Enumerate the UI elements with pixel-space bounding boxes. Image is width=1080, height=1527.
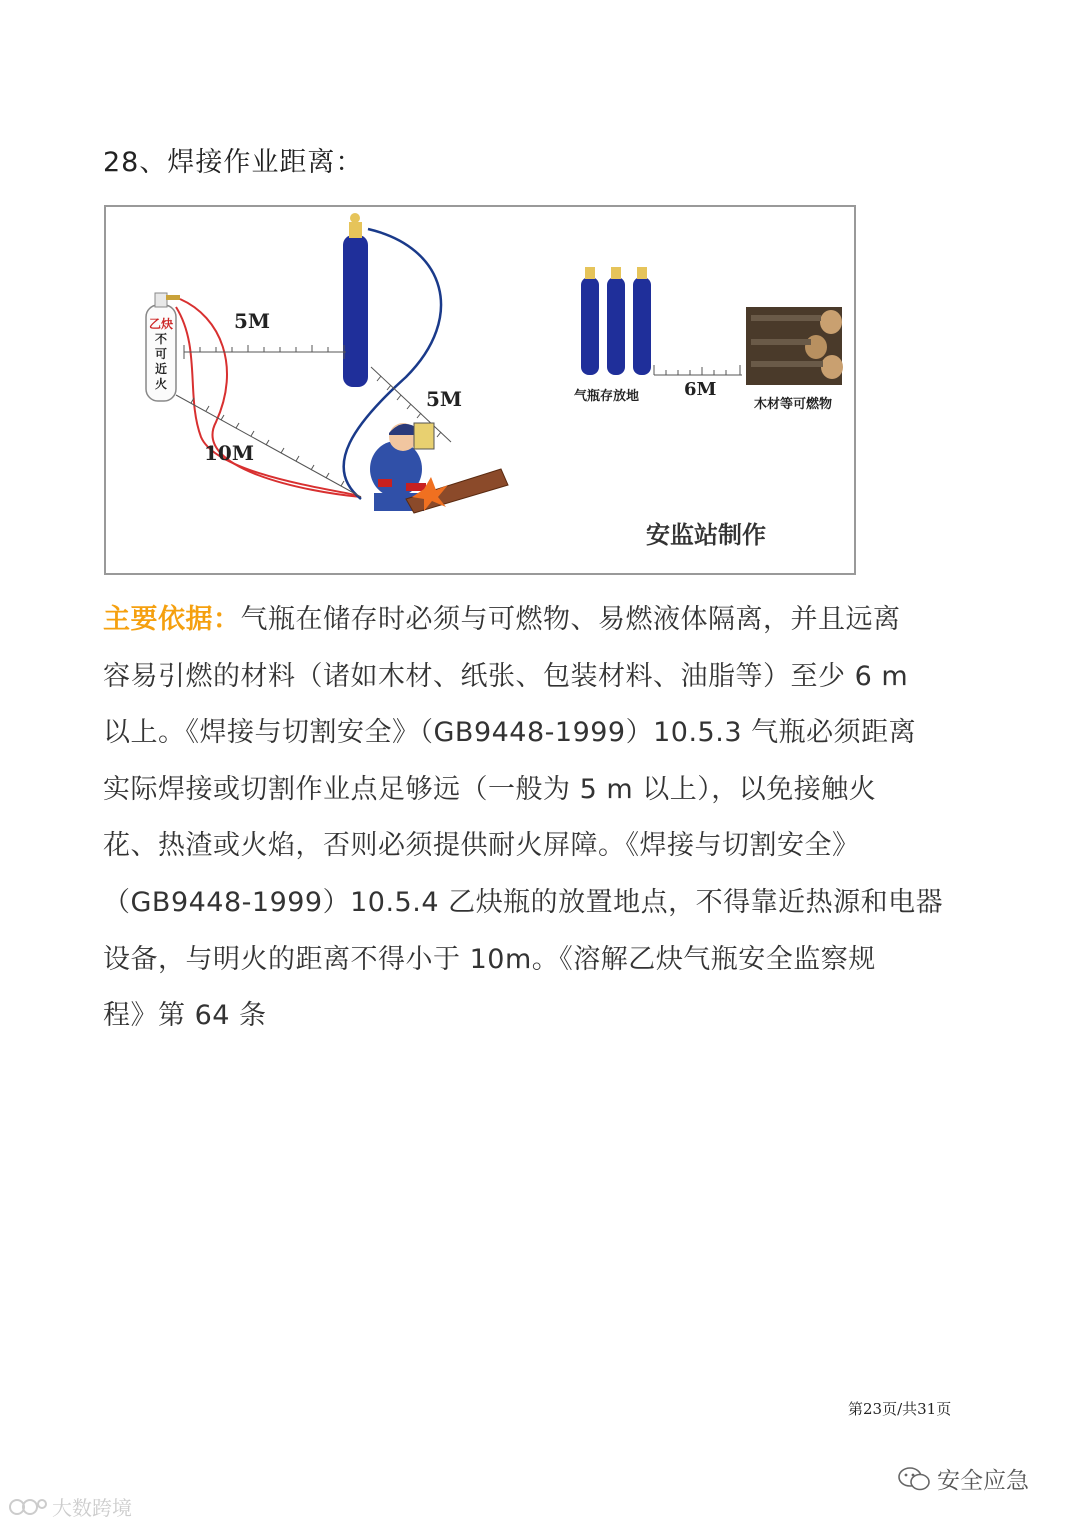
welding-distance-illustration xyxy=(104,205,856,575)
acetylene-label-line: 火 xyxy=(154,377,167,391)
log-pile-icon xyxy=(746,307,843,385)
watermark-logo-icon xyxy=(8,1496,48,1518)
basis-line: 花、热渣或火焰，否则必须提供耐火屏障。《焊接与切割安全》 xyxy=(103,830,860,862)
distance-left-label: 10M xyxy=(204,441,254,465)
watermark-right xyxy=(897,1462,1029,1495)
acetylene-label xyxy=(147,317,175,392)
acetylene-label-line: 乙炔 xyxy=(148,317,173,331)
oxygen-cylinder-icon xyxy=(343,213,368,387)
acetylene-label-line: 可 xyxy=(154,347,167,361)
section-heading: 28、焊接作业距离： xyxy=(103,147,364,178)
acetylene-label-line: 不 xyxy=(154,332,167,346)
basis-line xyxy=(103,592,953,649)
basis-line: 以上。《焊接与切割安全》（GB9448-1999）10.5.3 气瓶必须距离 xyxy=(103,717,917,749)
wechat-icon xyxy=(897,1465,931,1493)
credit-label: 安监站制作 xyxy=(646,520,766,549)
distance-top-label: 5M xyxy=(234,309,271,333)
workpiece-icon xyxy=(406,469,508,513)
basis-line: 实际焊接或切割作业点足够远（一般为 5 m 以上），以免接触火 xyxy=(103,773,877,805)
ruler-storage xyxy=(654,365,742,375)
cylinder-group-icon xyxy=(581,267,651,375)
basis-line: 容易引燃的材料（诸如木材、纸张、包装材料、油脂等）至少 6 m xyxy=(103,660,909,692)
basis-line: （GB9448-1999）10.5.4 乙炔瓶的放置地点，不得靠近热源和电器 xyxy=(103,886,944,918)
basis-label: 主要依据： xyxy=(103,604,241,635)
watermark-left xyxy=(8,1492,132,1521)
basis-line: 程》第 64 条 xyxy=(103,1000,267,1032)
combustibles-label: 木材等可燃物 xyxy=(754,397,833,412)
basis-line: 设备，与明火的距离不得小于 10m。《溶解乙炔气瓶安全监察规 xyxy=(103,943,876,975)
basis-line-text: 气瓶在储存时必须与可燃物、易燃液体隔离，并且远离 xyxy=(240,604,901,635)
acetylene-label-line: 近 xyxy=(154,362,167,376)
ruler-top xyxy=(184,345,346,359)
storage-label: 气瓶存放地 xyxy=(574,389,640,404)
distance-storage-label: 6M xyxy=(684,379,717,400)
distance-right-label: 5M xyxy=(426,387,463,411)
basis-paragraph xyxy=(103,592,953,1045)
watermark-right-text: 安全应急 xyxy=(937,1468,1029,1494)
page-number: 第23页/共31页 xyxy=(848,1400,952,1418)
watermark-left-text: 大数跨境 xyxy=(52,1496,132,1520)
